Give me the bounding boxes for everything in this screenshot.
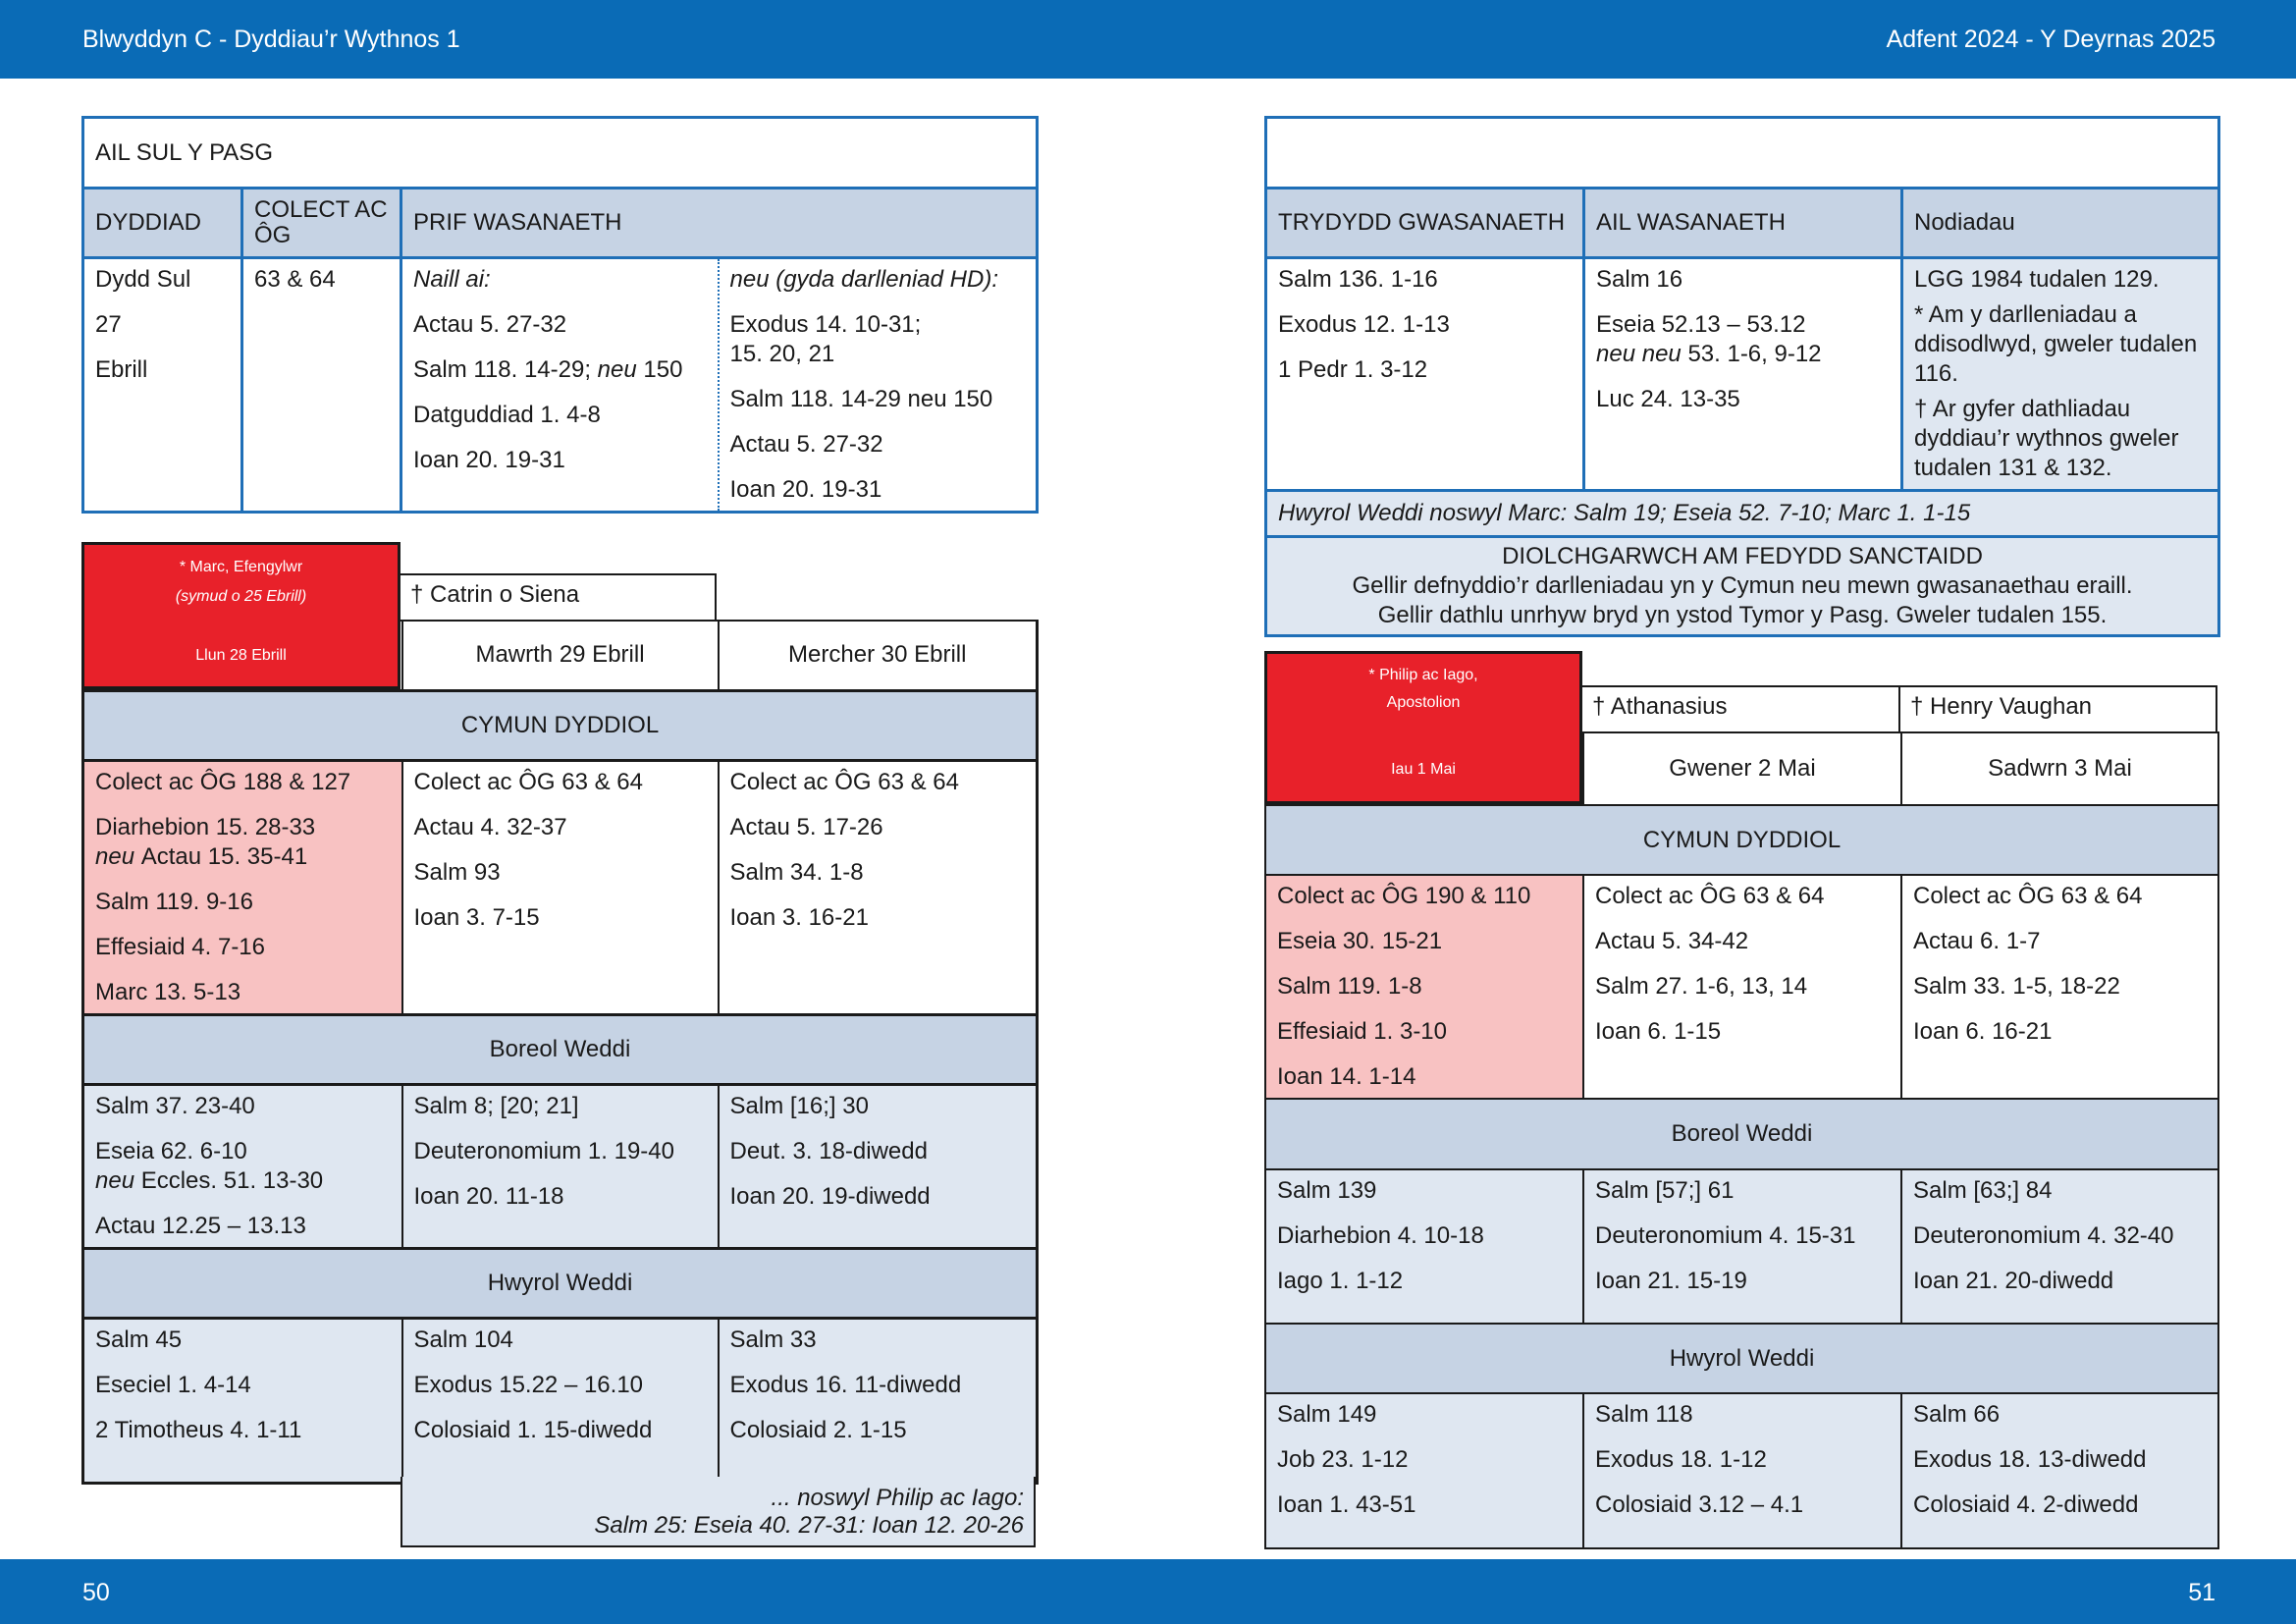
morning-prayer-cell bbox=[719, 1084, 1038, 1248]
morning-prayer-cell bbox=[83, 1084, 402, 1248]
col-header-second-service: AIL WASANAETH bbox=[1584, 189, 1902, 258]
reading: Datguddiad 1. 4-8 bbox=[413, 402, 601, 428]
reading: Salm 118 bbox=[1595, 1401, 1693, 1428]
reading: Colect ac ÔG 188 & 127 bbox=[95, 768, 351, 795]
reading: Actau 5. 17-26 bbox=[729, 813, 883, 840]
reading: Effesiaid 4. 7-16 bbox=[95, 933, 266, 960]
reading: Marc 13. 5-13 bbox=[95, 978, 241, 1005]
col-header-third-service: TRYDYDD GWASANAETH bbox=[1266, 189, 1584, 258]
reading: Colect ac ÔG 63 & 64 bbox=[1595, 883, 1825, 909]
eve-heading: ... noswyl Philip ac Iago: bbox=[771, 1485, 1024, 1511]
reading: Colect ac ÔG 63 & 64 bbox=[413, 768, 643, 795]
main-service-option-a bbox=[401, 258, 719, 513]
day-label: Mawrth 29 Ebrill bbox=[402, 621, 719, 690]
sunday-date-cell bbox=[83, 258, 242, 513]
day-label: Sadwrn 3 Mai bbox=[1901, 732, 2218, 805]
reading: Salm 119. 1-8 bbox=[1277, 973, 1422, 1000]
reading: Eseia 62. 6-10 bbox=[95, 1137, 247, 1164]
evening-prayer-cell bbox=[719, 1318, 1038, 1483]
festival-name: Apostolion bbox=[1386, 694, 1461, 711]
reading: Actau 6. 1-7 bbox=[1913, 928, 2041, 954]
reading: Ioan 20. 19-diwedd bbox=[729, 1182, 931, 1210]
day-label: Iau 1 Mai bbox=[1391, 761, 1456, 778]
reading: Deut. 3. 18-diwedd bbox=[729, 1137, 928, 1164]
sunday-title: AIL SUL Y PASG bbox=[83, 118, 1038, 189]
section-eucharist: CYMUN DYDDIOL bbox=[83, 690, 1038, 760]
reading: Ioan 21. 15-19 bbox=[1595, 1268, 1747, 1294]
page-number-right: 51 bbox=[2188, 1579, 2216, 1606]
sunday-table-continued bbox=[1264, 116, 2220, 637]
festival-name: * Philip ac Iago, bbox=[1368, 667, 1478, 683]
reading: Actau 4. 32-37 bbox=[413, 813, 567, 840]
day-label: Mercher 30 Ebrill bbox=[719, 621, 1038, 690]
reading: Salm 136. 1-16 bbox=[1278, 266, 1438, 293]
reading: Effesiaid 1. 3-10 bbox=[1277, 1018, 1448, 1045]
morning-prayer-cell bbox=[1583, 1169, 1901, 1324]
col-header-date: DYDDIAD bbox=[83, 189, 242, 258]
reading: Salm 33. 1-5, 18-22 bbox=[1913, 973, 2120, 1000]
section-evening-prayer: Hwyrol Weddi bbox=[83, 1248, 1038, 1318]
evening-prayer-cell bbox=[1583, 1393, 1901, 1548]
reading: Luc 24. 13-35 bbox=[1596, 386, 1740, 412]
baptism-thanksgiving-box bbox=[1266, 537, 2219, 636]
day-cell-spacer bbox=[1265, 732, 1583, 805]
header-left-title: Blwyddyn C - Dyddiau’r Wythnos 1 bbox=[82, 26, 460, 53]
reading: Salm 149 bbox=[1277, 1401, 1377, 1428]
reading: Colosiaid 3.12 – 4.1 bbox=[1595, 1491, 1804, 1518]
morning-prayer-cell bbox=[402, 1084, 719, 1248]
reading: Salm 118. 14-29 neu 150 bbox=[729, 386, 993, 412]
commemoration-henry-vaughan: † Henry Vaughan bbox=[1898, 685, 2217, 733]
reading: Exodus 16. 11-diwedd bbox=[729, 1371, 962, 1398]
third-service-cell bbox=[1266, 258, 1584, 491]
reading: Salm 66 bbox=[1913, 1401, 2001, 1428]
reading: Salm 45 bbox=[95, 1326, 183, 1353]
reading: Colect ac ÔG 63 & 64 bbox=[729, 768, 959, 795]
reading: Exodus 15.22 – 16.10 bbox=[413, 1371, 644, 1398]
reading: Colosiaid 1. 15-diwedd bbox=[413, 1416, 653, 1443]
reading: Ioan 3. 16-21 bbox=[729, 903, 869, 931]
reading-alt: neu neu 53. 1-6, 9-12 bbox=[1596, 341, 1822, 367]
evening-prayer-cell bbox=[83, 1318, 402, 1483]
section-evening-prayer: Hwyrol Weddi bbox=[1265, 1324, 2218, 1393]
eucharist-cell bbox=[402, 760, 719, 1014]
reading: Eseia 30. 15-21 bbox=[1277, 928, 1443, 954]
header-band bbox=[0, 0, 2296, 79]
reading: Salm 37. 23-40 bbox=[95, 1092, 255, 1119]
reading-alt: neu Actau 15. 35-41 bbox=[95, 842, 308, 870]
reading: Actau 5. 27-32 bbox=[413, 311, 567, 338]
reading: Actau 12.25 – 13.13 bbox=[95, 1212, 306, 1239]
festival-note: (symud o 25 Ebrill) bbox=[175, 588, 307, 605]
morning-prayer-cell bbox=[1901, 1169, 2218, 1324]
reading: Deuteronomium 4. 15-31 bbox=[1595, 1222, 1856, 1249]
reading: Salm 104 bbox=[413, 1326, 513, 1353]
reading: Salm 33 bbox=[729, 1326, 817, 1353]
col-header-notes: Nodiadau bbox=[1902, 189, 2219, 258]
baptism-note: Gellir dathlu unrhyw bryd yn ystod Tymor y Pasg. Gweler tudalen 155. bbox=[1377, 602, 2108, 628]
eve-of-mark-readings: Hwyrol Weddi noswyl Marc: Salm 19; Eseia 52. 7-10; Marc 1. 1-15 bbox=[1266, 491, 2219, 537]
reading: 1 Pedr 1. 3-12 bbox=[1278, 356, 1428, 383]
reading: Salm [63;] 84 bbox=[1913, 1177, 2053, 1204]
reading: Exodus 14. 10-31; 15. 20, 21 bbox=[729, 311, 922, 367]
baptism-title: DIOLCHGARWCH AM FEDYDD SANCTAIDD bbox=[1502, 543, 1983, 569]
reading: Salm [57;] 61 bbox=[1595, 1177, 1735, 1204]
reading: Deuteronomium 1. 19-40 bbox=[413, 1137, 674, 1164]
festival-name: * Marc, Efengylwr bbox=[179, 559, 303, 575]
reading: Salm [16;] 30 bbox=[729, 1092, 869, 1119]
section-morning-prayer: Boreol Weddi bbox=[83, 1014, 1038, 1084]
reading: Iago 1. 1-12 bbox=[1277, 1268, 1404, 1294]
reading-alt: neu Eccles. 51. 13-30 bbox=[95, 1166, 324, 1194]
reading: Colect ac ÔG 63 & 64 bbox=[1913, 883, 2143, 909]
reading: Ioan 6. 1-15 bbox=[1595, 1018, 1722, 1045]
commemoration-catherine: † Catrin o Siena bbox=[400, 573, 717, 622]
commemoration-athanasius: † Athanasius bbox=[1582, 685, 1900, 733]
reading: Eseia 52.13 – 53.12 bbox=[1596, 311, 1806, 338]
reading: 2 Timotheus 4. 1-11 bbox=[95, 1416, 302, 1443]
reading: Ioan 3. 7-15 bbox=[413, 903, 540, 931]
baptism-note: Gellir defnyddio’r darlleniadau yn y Cymun neu mewn gwasanaethau eraill. bbox=[1352, 572, 2133, 599]
sunday-table bbox=[81, 116, 1039, 514]
reading: Salm 16 bbox=[1596, 266, 1683, 293]
reading: neu (gyda darlleniad HD): bbox=[729, 266, 998, 293]
eve-of-philip-james-box bbox=[400, 1477, 1036, 1547]
reading: Ioan 14. 1-14 bbox=[1277, 1063, 1416, 1090]
eve-readings: Salm 25: Eseia 40. 27-31: Ioan 12. 20-26 bbox=[594, 1512, 1024, 1539]
eucharist-cell bbox=[1265, 875, 1583, 1099]
reading: Ioan 1. 43-51 bbox=[1277, 1491, 1416, 1518]
weekday-table-left bbox=[81, 620, 1039, 1485]
sunday-collect-cell: 63 & 64 bbox=[242, 258, 401, 513]
reading: Colosiaid 2. 1-15 bbox=[729, 1416, 907, 1443]
reading: Ioan 6. 16-21 bbox=[1913, 1018, 2053, 1045]
col-header-main-service: PRIF WASANAETH bbox=[401, 189, 1038, 258]
col-header-collect: COLECT AC ÔG bbox=[242, 189, 401, 258]
weekday-table-right bbox=[1264, 731, 2219, 1549]
reading: Salm 34. 1-8 bbox=[729, 858, 864, 886]
eucharist-cell bbox=[1583, 875, 1901, 1099]
reading: Diarhebion 4. 10-18 bbox=[1277, 1222, 1484, 1249]
reading: Ioan 20. 11-18 bbox=[413, 1182, 564, 1210]
footer-band bbox=[0, 1559, 2296, 1624]
reading: Salm 119. 9-16 bbox=[95, 888, 253, 915]
eucharist-cell bbox=[83, 760, 402, 1014]
section-morning-prayer: Boreol Weddi bbox=[1265, 1099, 2218, 1169]
reading: Deuteronomium 4. 32-40 bbox=[1913, 1222, 2174, 1249]
reading: Salm 93 bbox=[413, 858, 501, 886]
reading: Ioan 20. 19-31 bbox=[413, 447, 565, 473]
main-service-option-b bbox=[719, 258, 1038, 513]
day-label: Llun 28 Ebrill bbox=[195, 647, 287, 664]
page-number-left: 50 bbox=[82, 1579, 110, 1606]
eucharist-cell bbox=[1901, 875, 2218, 1099]
reading: Colect ac ÔG 190 & 110 bbox=[1277, 883, 1531, 909]
reading: Salm 8; [20; 21] bbox=[413, 1092, 579, 1119]
header-right-title: Adfent 2024 - Y Deyrnas 2025 bbox=[1886, 26, 2216, 53]
reading: Salm 118. 14-29; neu 150 bbox=[413, 356, 683, 383]
reading: Naill ai: bbox=[413, 266, 491, 293]
date-line: 27 bbox=[95, 311, 122, 338]
reading: Actau 5. 27-32 bbox=[729, 431, 883, 458]
note: † Ar gyfer dathliadau dyddiau’r wythnos gweler tudalen 131 & 132. bbox=[1914, 396, 2179, 481]
day-label: Gwener 2 Mai bbox=[1583, 732, 1901, 805]
notes-cell bbox=[1902, 258, 2219, 491]
reading: Salm 27. 1-6, 13, 14 bbox=[1595, 973, 1808, 1000]
reading: Diarhebion 15. 28-33 bbox=[95, 813, 316, 840]
reading: Salm 139 bbox=[1277, 1177, 1377, 1204]
sunday-title-blank bbox=[1266, 118, 2219, 189]
reading: Eseciel 1. 4-14 bbox=[95, 1371, 251, 1398]
reading: Actau 5. 34-42 bbox=[1595, 928, 1749, 954]
reading: Exodus 18. 13-diwedd bbox=[1913, 1446, 2147, 1473]
day-cell-spacer bbox=[83, 621, 402, 690]
second-service-cell bbox=[1584, 258, 1902, 491]
section-eucharist: CYMUN DYDDIOL bbox=[1265, 805, 2218, 875]
morning-prayer-cell bbox=[1265, 1169, 1583, 1324]
note: * Am y darlleniadau a ddisodlwyd, gweler tudalen 116. bbox=[1914, 301, 2198, 387]
evening-prayer-cell bbox=[1265, 1393, 1583, 1548]
reading: Job 23. 1-12 bbox=[1277, 1446, 1409, 1473]
evening-prayer-cell bbox=[402, 1318, 719, 1483]
date-line: Ebrill bbox=[95, 356, 148, 383]
reading: Ioan 21. 20-diwedd bbox=[1913, 1268, 2114, 1294]
evening-prayer-cell bbox=[1901, 1393, 2218, 1548]
reading: Exodus 12. 1-13 bbox=[1278, 311, 1450, 338]
reading: Colosiaid 4. 2-diwedd bbox=[1913, 1491, 2139, 1518]
reading: Exodus 18. 1-12 bbox=[1595, 1446, 1767, 1473]
eucharist-cell bbox=[719, 760, 1038, 1014]
note: LGG 1984 tudalen 129. bbox=[1914, 266, 2160, 293]
date-line: Dydd Sul bbox=[95, 266, 191, 293]
reading: Ioan 20. 19-31 bbox=[729, 476, 882, 503]
